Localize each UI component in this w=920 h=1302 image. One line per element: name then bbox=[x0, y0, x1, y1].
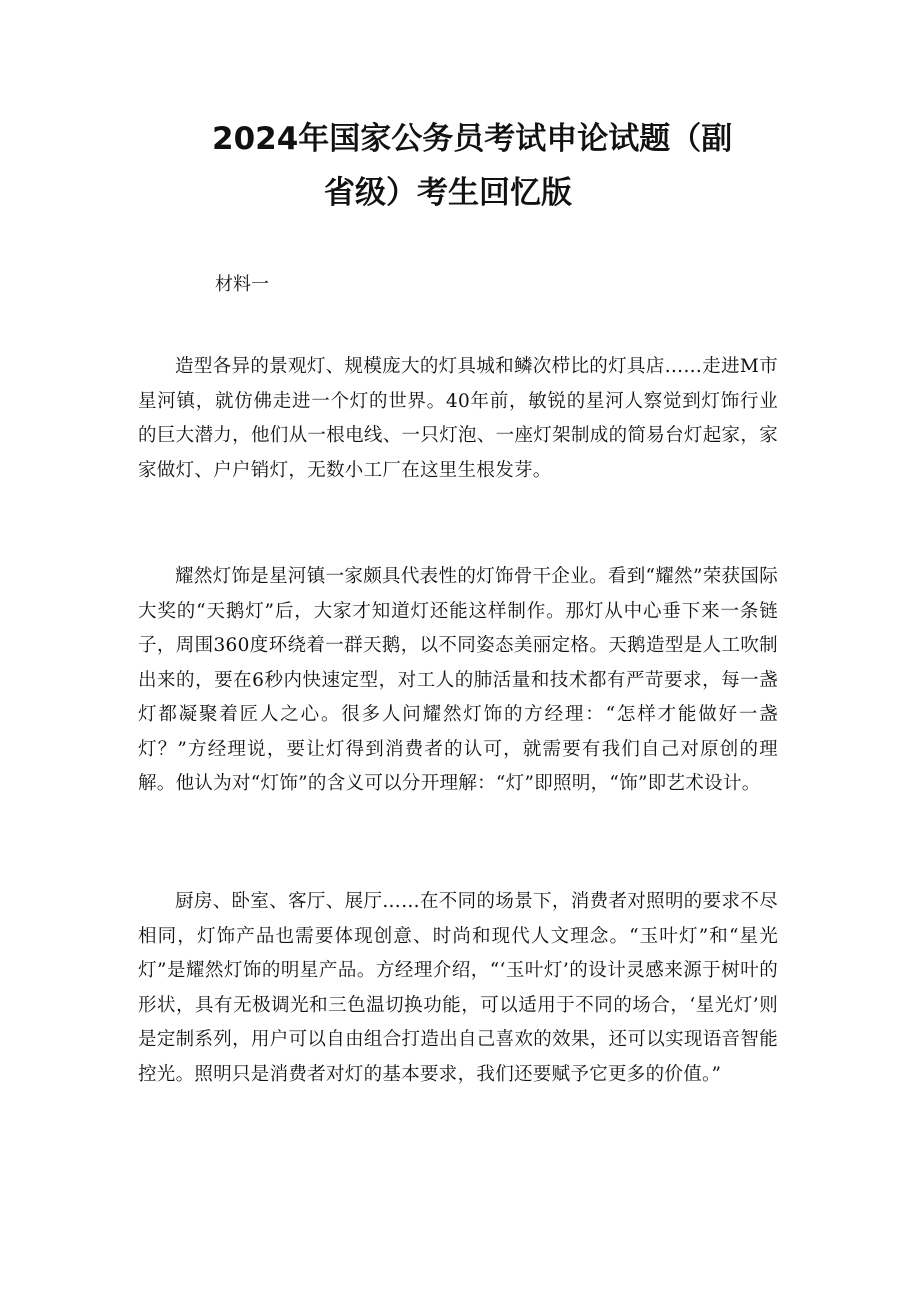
paragraph-2: 耀然灯饰是星河镇一家颇具代表性的灯饰骨干企业。看到“耀然”荣获国际大奖的“天鹅灯”后，大家才知道灯还能这样制作。那灯从中心垂下来一条链子，周围360度环绕着一群天鹅，以不同姿态美丽定格。天鹅造型是人工吹制出来的，要在6秒内快速定型，对工人的肺活量和技术都有严苛要求，每一盏灯都凝聚着匠人之心。很多人问耀然灯饰的方经理：“怎样才能做好一盏灯？”方经理说，要让灯得到消费者的认可，就需要有我们自己对原创的理解。他认为对“灯饰”的含义可以分开理解：“灯”即照明，“饰”即艺术设计。 bbox=[138, 566, 778, 794]
document-title-line-2: 省级）考生回忆版 bbox=[324, 175, 572, 211]
document-title-line-1: 2024年国家公务员考试申论试题（副 bbox=[212, 121, 733, 157]
section-heading: 材料一 bbox=[215, 274, 269, 295]
paragraph-3: 厨房、卧室、客厅、展厅……在不同的场景下，消费者对照明的要求不尽相同，灯饰产品也需要体现创意、时尚和现代人文理念。“玉叶灯”和“星光灯”是耀然灯饰的明星产品。方经理介绍，“‘玉叶灯’的设计灵感来源于树叶的形状，具有无极调光和三色温切换功能，可以适用于不同的场合，‘星光灯’则是定制系列，用户可以自由组合打造出自己喜欢的效果，还可以实现语音智能控光。照明只是消费者对灯的基本要求，我们还要赋予它更多的价值。” bbox=[138, 891, 778, 1085]
paragraph-1: 造型各异的景观灯、规模庞大的灯具城和鳞次栉比的灯具店……走进M市星河镇，就仿佛走进一个灯的世界。40年前，敏锐的星河人察觉到灯饰行业的巨大潜力，他们从一根电线、一只灯泡、一座灯架制成的简易台灯起家，家家做灯、户户销灯，无数小工厂在这里生根发芽。 bbox=[138, 356, 778, 481]
document-title bbox=[212, 112, 792, 220]
